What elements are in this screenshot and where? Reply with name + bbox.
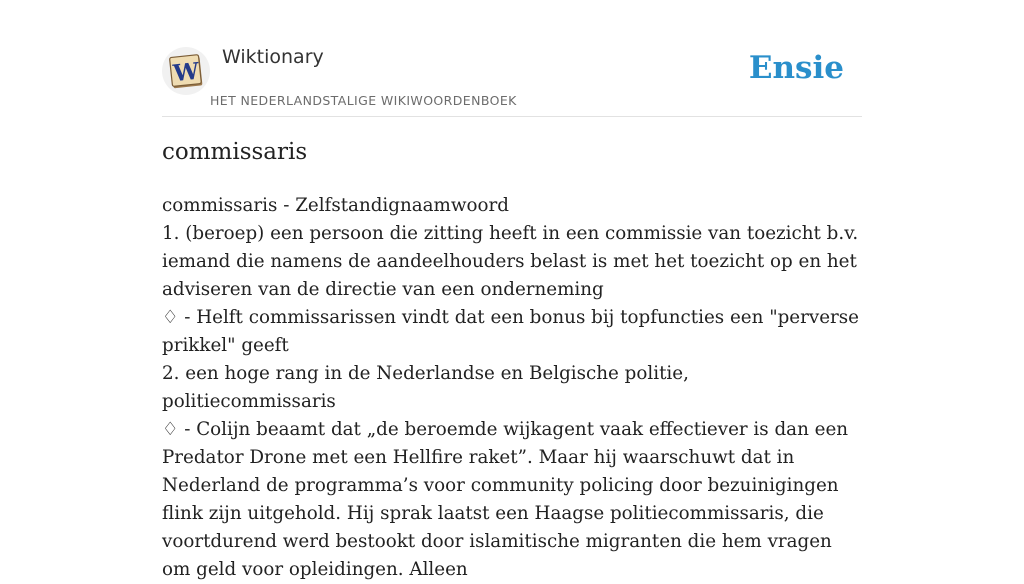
svg-text:W: W	[171, 57, 201, 88]
wiktionary-logo-icon[interactable]	[162, 47, 210, 95]
example-1: ♢ - Helft commissarissen vindt dat een bonus bij topfuncties een "perverse prikkel" geeft	[162, 307, 859, 356]
definition-2: 2. een hoge rang in de Nederlandse en Belgische politie, politiecommissaris	[162, 363, 689, 412]
definition-1: 1. (beroep) een persoon die zitting heeft in een commissie van toezicht b.v. iemand die namens de aandeelhouders belast is met het toezicht op en het adviseren van de directie van een onderneming	[162, 223, 859, 300]
site-tagline: HET NEDERLANDSTALIGE WIKIWOORDENBOEK	[210, 93, 517, 108]
page-title: commissaris	[162, 139, 308, 165]
entry-content	[162, 192, 862, 584]
site-name[interactable]: Wiktionary	[222, 46, 324, 68]
ensie-brand-link[interactable]: Ensie	[748, 50, 844, 86]
site-header	[162, 0, 862, 117]
example-2: ♢ - Colijn beaamt dat „de beroemde wijkagent vaak effectiever is dan een Predator Drone met een Hellfire raket”. Maar hij waarschuwt dat in Nederland de programma’s voor community policing door bezuinigingen flink zijn uitgehold. Hij sprak laatst een Haagse politiecommissaris, die voortdurend werd bestookt door islamitische migranten die hem vragen om geld voor opleidingen. Alleen	[162, 419, 849, 580]
entry-heading: commissaris - Zelfstandignaamwoord	[162, 195, 509, 216]
